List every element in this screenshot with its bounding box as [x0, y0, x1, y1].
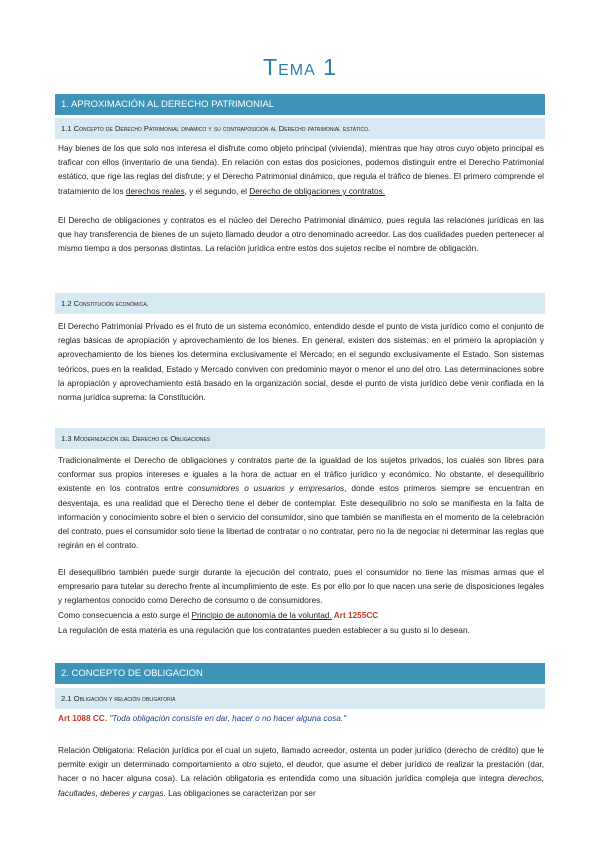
paragraph-6 [58, 609, 544, 623]
section-1-header: 1. APROXIMACIÓN AL DERECHO PATRIMONIAL [55, 94, 545, 115]
paragraph-1-text-a: Hay bienes de los que solo nos interesa el disfrute como objeto principal (vivienda), mientras que hay otros cuyo objeto principal es traficar con ellos (inventario de una tienda). En relación con estas dos posiciones, podemos distinguir entre el Derecho Patrimonial estático, que rige las reglas del disfrute; y el Derecho Patrimonial dinámico, que regula el tráfico de bienes. El primero comprende el tratamiento de los [58, 144, 544, 196]
article-1088-text: "Toda obligación consiste en dar, hacer o no hacer alguna cosa." [107, 714, 347, 723]
paragraph-4-italic: consumidores o usuarios y empresarios [187, 484, 345, 494]
article-1255-reference: Art 1255CC [331, 611, 379, 620]
paragraph-8-italic: derechos, facultades, deberes y cargas [58, 774, 544, 798]
paragraph-8-text-b: . Las obligaciones se caracterizan por ser [163, 788, 316, 798]
paragraph-3-text: El Derecho Patrimonial Privado es el fruto de un sistema económico, entendido desde el punto de vista jurídico como el conjunto de reglas básicas de apropiación y aprovechamiento de los bienes. En general, existen dos sistemas: en el primero la apropiación y aprovechamiento de los bienes los determina exclusivamente el Mercado; en el segundo exclusivamente el Estado. Son sistemas teóricos, pues en la realidad, Estado y Mercado conviven con predominio mayor o menor el uno del otro. Las determinaciones sobre la apropiación y aprovechamiento está basado en la organización social, desde el punto de vista jurídico debe venir confiada en la norma jurídica suprema: la Constitución. [58, 322, 544, 403]
paragraph-2-text: El Derecho de obligaciones y contratos es el núcleo del Derecho Patrimonial dinámico, pues regula las relaciones jurídicas en las que hay transferencia de bienes de un sujeto llamado deudor a otro denominado acreedor. Las dos cualidades pueden pertenecer al mismo tiempo a dos personas distintas. La relación jurídica entre estos dos sujetos recibe el nombre de obligación. [58, 216, 544, 254]
paragraph-5 [58, 566, 544, 609]
subsection-1-2-header: 1.2 Constitución económica. [55, 293, 545, 314]
derecho-obligaciones-link[interactable]: Derecho de obligaciones y contratos. [249, 186, 385, 196]
subsection-1-1-header: 1.1 Concepto de Derecho Patrimonial dinámico y su contraposición al Derecho patrimonial estático. [55, 118, 545, 139]
paragraph-4-text-b: , donde estos primeros siempre se encuentran en desventaja, es una realidad que el Derecho tiene el deber de contemplar. Este desequilibrio no solo se manifiesta en la falta de información y conocimiento sobre el bien o servicio del consumidor, sino que también se manifiesta en el momento de la celebración del contrato, pues el consumidor solo tiene la libertad de contratar o no contratar, pero no la de negociar ni determinar las reglas que regirán en el contrato. [58, 484, 544, 551]
paragraph-6-text: Como consecuencia a esto surge el [58, 611, 192, 620]
paragraph-7 [58, 624, 544, 638]
article-1088-quote [58, 712, 544, 726]
article-1088-reference: Art 1088 CC. [58, 714, 108, 723]
principio-autonomia-link[interactable]: Principio de autonomía de la voluntad. [191, 611, 332, 620]
paragraph-8 [58, 744, 544, 801]
subsection-1-3-header: 1.3 Modernización del Derecho de Obligaciones [55, 428, 545, 449]
paragraph-4 [58, 454, 544, 553]
section-2-header: 2. CONCEPTO DE OBLIGACION [55, 663, 545, 684]
derechos-reales-link[interactable]: derechos reales [125, 186, 185, 196]
paragraph-7-text: La regulación de esta materia es una regulación que los contratantes pueden establecer a su gusto si lo desean. [58, 626, 470, 635]
paragraph-2 [58, 214, 544, 257]
paragraph-4-text-a: Tradicionalmente el Derecho de obligaciones y contratos parte de la igualdad de los sujetos privados, los cuales son libres para conformar sus propios intereses e iguales a la hora de actuar en el tráfico jurídico y económico. No obstante, el desequilibrio existente en los contratos entre [58, 456, 544, 494]
subsection-2-1-header: 2.1 Obligación y relación obligatoria [55, 688, 545, 709]
paragraph-1 [58, 142, 544, 199]
paragraph-5-text: El desequilibrio también puede surgir durante la ejecución del contrato, pues el consumidor no tiene las mismas armas que el empresario para tutelar su derecho frente al incumplimiento de este. Es por ello por lo que nacen una serie de disposiciones legales y reglamentos conocido como Derecho de consumo o de consumidores. [58, 568, 544, 606]
paragraph-8-text-a: Relación Obligatoria: Relación jurídica por el cual un sujeto, llamado acreedor, ostenta un poder jurídico (derecho de crédito) que le permite exigir un determinado comportamiento a otro sujeto, el deudor, que asume el deber jurídico de realizar la prestación (dar, hacer o no hacer alguna cosa). La relación obligatoria es entendida como una situación jurídica compleja que integra [58, 746, 544, 784]
page-title: Tema 1 [263, 54, 337, 80]
paragraph-1-text-b: , y el segundo, el [184, 186, 250, 196]
paragraph-3 [58, 320, 544, 405]
